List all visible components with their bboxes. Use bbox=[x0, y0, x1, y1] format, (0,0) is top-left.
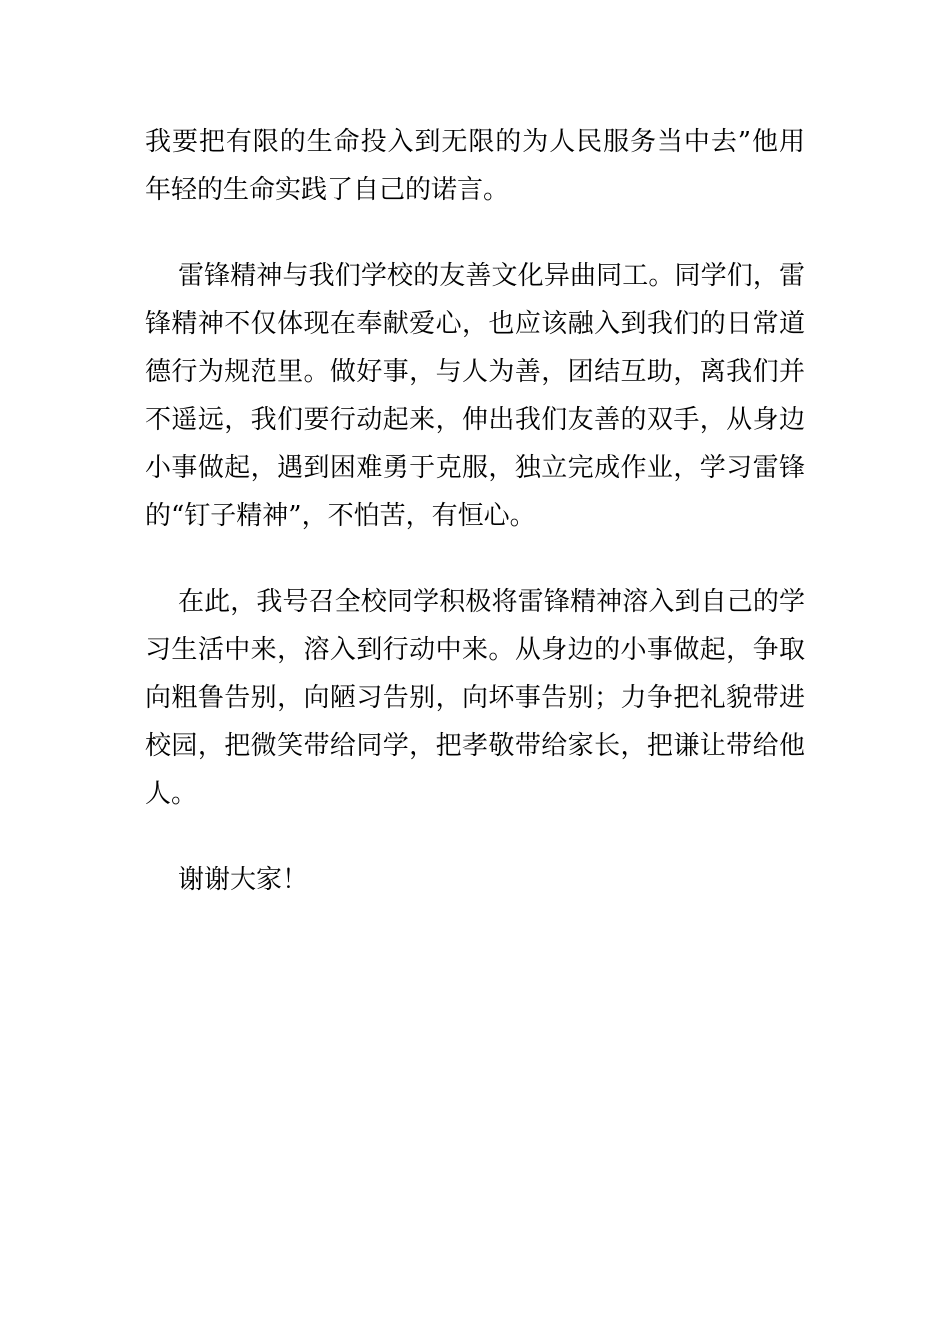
paragraph-closing-thanks: 谢谢大家！ bbox=[178, 865, 309, 895]
paragraph-lei-feng-spirit: 雷锋精神与我们学校的友善文化异曲同工。同学们，雷锋精神不仅体现在奉献爱心，也应该融入到我们的日常道德行为规范里。做好事，与人为善，团结互助，离我们并不遥远，我们要行动起来，伸出我们友善的双手，从身边小事做起，遇到困难勇于克服，独立完成作业，学习雷锋的“钉子精神”，不怕苦，有恒心。 bbox=[145, 261, 805, 531]
paragraph-call-to-action: 在此，我号召全校同学积极将雷锋精神溶入到自己的学习生活中来，溶入到行动中来。从身边的小事做起，争取向粗鲁告别，向陋习告别，向坏事告别；力争把礼貌带进校园，把微笑带给同学，把孝敬带给家长，把谦让带给他人。 bbox=[145, 587, 805, 809]
document-body bbox=[145, 118, 805, 904]
paragraph-conclusion-quote: 我要把有限的生命投入到无限的为人民服务当中去”他用年轻的生命实践了自己的诺言。 bbox=[145, 127, 805, 205]
